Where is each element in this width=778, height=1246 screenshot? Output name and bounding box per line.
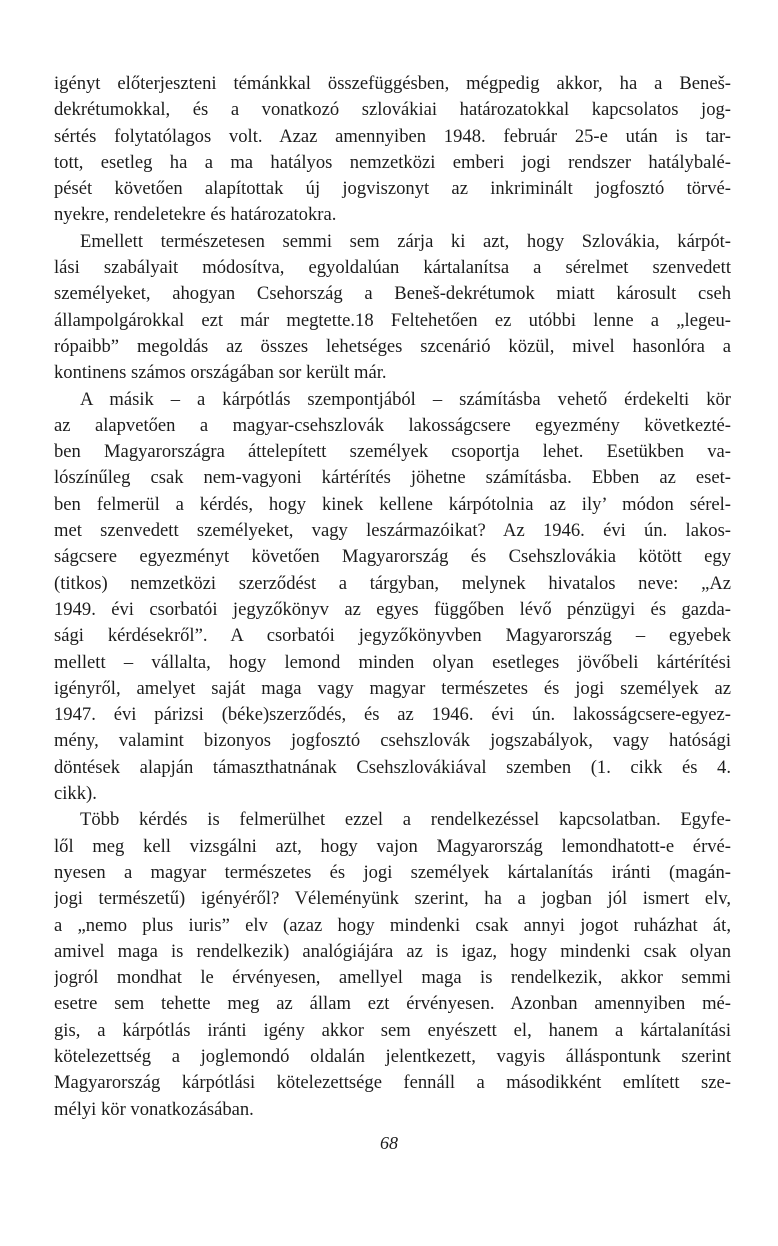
text-line: cikk). [54,783,97,805]
text-line: lől meg kell vizsgálni azt, hogy vajon Magyarország lemondhatott-e érvé- [54,835,731,857]
text-line: ságcsere egyezményt követően Magyarország és Csehszlovákia kötött egy [54,546,731,568]
text-line: jogi természetű) igényéről? Véleményünk szerint, ha a jogban jól ismert elv, [54,888,731,910]
page-number: 68 [380,1133,398,1153]
text-line: állampolgárokkal ezt már megtette.18 Feltehetően ez utóbbi lenne a „legeu- [54,309,731,331]
paragraph-start-line: Emellett természetesen semmi sem zárja ki azt, hogy Szlovákia, kárpót- [80,230,731,252]
text-line: igényt előterjeszteni témánkkal összefüggésben, mégpedig akkor, ha a Beneš- [54,73,731,94]
text-line: kötelezettség a joglemondó oldalán jelentkezett, vagyis álláspontunk szerint [54,1045,731,1067]
text-line: nyesen a magyar természetes és jogi személyek kártalanítás iránti (magán- [54,861,731,883]
paragraph-start-line: A másik – a kárpótlás szempontjából – számításba vehető érdekelti kör [80,388,731,410]
text-line: amivel maga is rendelkezik) analógiájára az is igaz, hogy mindenki csak olyan [54,940,731,962]
text-line: gis, a kárpótlás iránti igény akkor sem enyészett el, hanem a kártalanítási [54,1019,731,1041]
text-line: nyekre, rendeletekre és határozatokra. [54,204,337,226]
text-line: met szenvedett személyeket, vagy leszármazóikat? Az 1946. évi ún. lakos- [54,520,731,542]
text-line: személyeket, ahogyan Csehország a Beneš-dekrétumok miatt károsult cseh [54,283,731,305]
text-line: mélyi kör vonatkozásában. [54,1098,254,1120]
text-line: döntések alapján támaszthatnának Csehszlovákiával szemben (1. cikk és 4. [54,756,731,778]
text-line: Magyarország kárpótlási kötelezettsége fennáll a másodikként említett sze- [54,1072,731,1094]
text-line: esetre sem tehette meg az állam ezt érvényesen. Azonban amennyiben mé- [54,993,731,1015]
body-text [54,71,731,1123]
text-line: 1949. évi csorbatói jegyzőkönyv az egyes függőben lévő pénzügyi és gazda- [54,598,731,620]
text-line: lási szabályait módosítva, egyoldalúan kártalanítsa a sérelmet szenvedett [54,257,731,279]
text-line: az alapvetően a magyar-csehszlovák lakosságcsere egyezmény következté- [54,414,731,436]
text-line: kontinens számos országában sor került már. [54,362,387,384]
text-line: ben felmerül a kérdés, hogy kinek kellene kárpótolnia az ily’ módon sérel- [54,493,731,515]
text-line: mellett – vállalta, hogy lemond minden olyan esetleges jövőbeli kártérítési [54,651,731,673]
text-line: (titkos) nemzetközi szerződést a tárgyban, melynek hivatalos neve: „Az [54,572,731,594]
text-line: igényről, amelyet saját maga vagy magyar természetes és jogi személyek az [54,677,731,699]
text-line: ben Magyarországra áttelepített személyek csoportja lehet. Esetükben va- [54,441,731,463]
text-line: mény, valamint bizonyos jogfosztó csehszlovák jogszabályok, vagy hatósági [54,730,731,752]
text-line: rópaibb” megoldás az összes lehetséges szcenárió közül, mivel hasonlóra a [54,335,731,357]
text-line: sértés folytatólagos volt. Azaz amennyiben 1948. február 25-e után is tar- [54,125,731,147]
paragraph-start-line: Több kérdés is felmerülhet ezzel a rendelkezéssel kapcsolatban. Egyfe- [80,809,731,831]
text-line: dekrétumokkal, és a vonatkozó szlovákiai határozatokkal kapcsolatos jog- [54,99,731,121]
text-line: tott, esetleg ha a ma hatályos nemzetközi emberi jogi rendszer hatálybalé- [54,151,731,173]
text-line: 1947. évi párizsi (béke)szerződés, és az 1946. évi ún. lakosságcsere-egyez- [54,704,731,726]
text-line: jogról mondhat le érvényesen, amellyel maga is rendelkezik, akkor semmi [54,967,731,989]
text-line: lószínűleg csak nem-vagyoni kártérítés jöhetne számításba. Ebben az eset- [54,467,731,489]
text-line: pését követően alapítottak új jogviszonyt az inkriminált jogfosztó törvé- [54,178,731,200]
text-line: a „nemo plus iuris” elv (azaz hogy mindenki csak annyi jogot ruházhat át, [54,914,731,936]
text-line: sági kérdésekről”. A csorbatói jegyzőkönyvben Magyarország – egyebek [54,625,731,647]
